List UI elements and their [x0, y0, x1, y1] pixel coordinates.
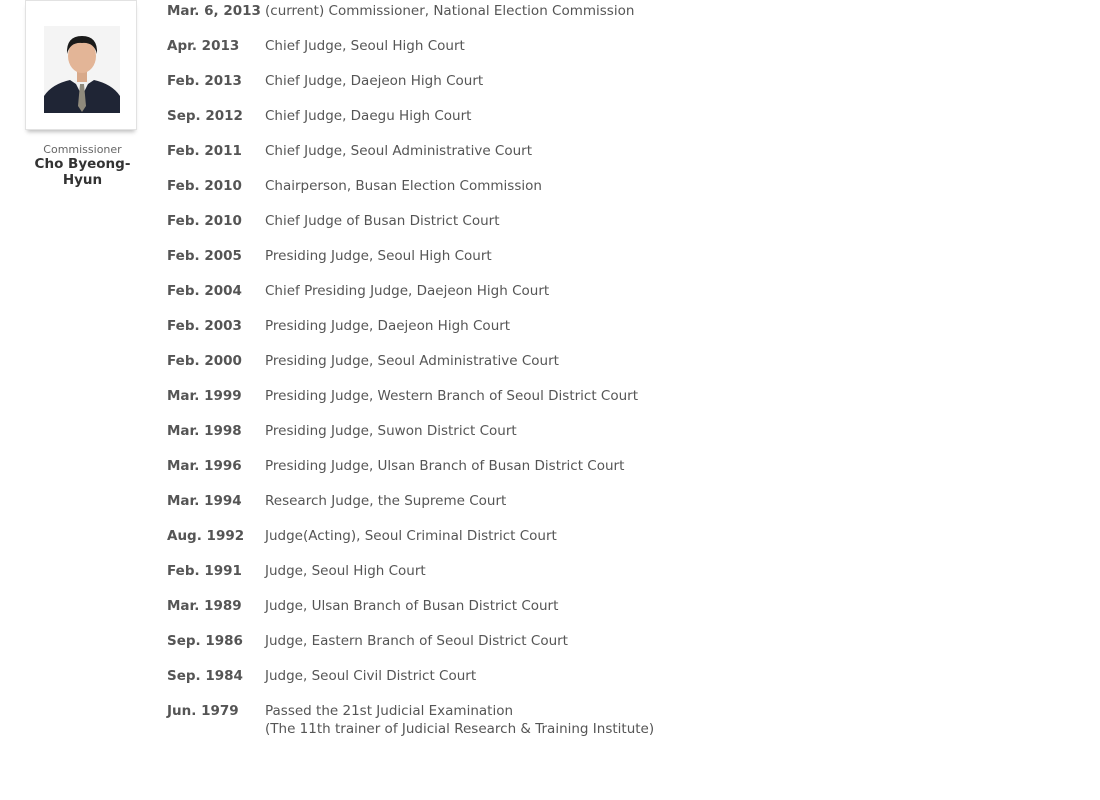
career-row — [167, 632, 867, 667]
career-date: Feb. 1991 — [167, 563, 242, 579]
career-desc — [265, 702, 654, 742]
career-desc: Presiding Judge, Western Branch of Seoul District Court — [265, 388, 639, 404]
career-row — [167, 247, 867, 282]
career-desc: Presiding Judge, Suwon District Court — [265, 423, 517, 439]
career-desc: Chief Judge, Seoul Administrative Court — [265, 143, 533, 159]
career-row — [167, 212, 867, 247]
career-date: Feb. 2005 — [167, 248, 242, 264]
career-desc: Chief Presiding Judge, Daejeon High Court — [265, 283, 550, 299]
career-desc: Judge, Seoul Civil District Court — [265, 668, 477, 684]
career-row — [167, 2, 867, 37]
career-row — [167, 317, 867, 352]
career-desc: Judge, Seoul High Court — [265, 563, 426, 579]
profile-role: Commissioner — [43, 143, 122, 156]
career-date: Jun. 1979 — [167, 703, 239, 719]
career-row — [167, 527, 867, 562]
career-desc: Judge, Ulsan Branch of Busan District Court — [265, 598, 559, 614]
career-desc: Research Judge, the Supreme Court — [265, 493, 507, 509]
career-desc-line2: (The 11th trainer of Judicial Research & Training Institute) — [265, 721, 655, 737]
career-date: Feb. 2003 — [167, 318, 242, 334]
career-desc: Presiding Judge, Ulsan Branch of Busan District Court — [265, 458, 625, 474]
portrait-photo — [44, 26, 120, 113]
career-date: Sep. 1984 — [167, 668, 243, 684]
career-desc: Chief Judge of Busan District Court — [265, 213, 500, 229]
career-date: Aug. 1992 — [167, 528, 245, 544]
career-row — [167, 422, 867, 457]
career-date: Feb. 2010 — [167, 178, 242, 194]
career-row — [167, 37, 867, 72]
career-row — [167, 667, 867, 702]
career-row — [167, 72, 867, 107]
career-desc-line1: Passed the 21st Judicial Examination — [265, 703, 514, 719]
career-row — [167, 142, 867, 177]
career-row — [167, 457, 867, 492]
career-row — [167, 492, 867, 527]
career-row — [167, 282, 867, 317]
career-row — [167, 597, 867, 632]
career-date: Sep. 1986 — [167, 633, 243, 649]
career-date: Feb. 2011 — [167, 143, 242, 159]
career-date: Feb. 2004 — [167, 283, 242, 299]
career-desc: Presiding Judge, Seoul Administrative Court — [265, 353, 559, 369]
career-row — [167, 387, 867, 422]
career-date: Mar. 1998 — [167, 423, 242, 439]
career-row — [167, 177, 867, 212]
career-desc: Presiding Judge, Seoul High Court — [265, 248, 492, 264]
career-date: Feb. 2010 — [167, 213, 242, 229]
career-desc: (current) Commissioner, National Election Commission — [265, 3, 635, 19]
career-desc: Chief Judge, Daegu High Court — [265, 108, 472, 124]
career-desc: Judge, Eastern Branch of Seoul District Court — [265, 633, 568, 649]
career-date: Sep. 2012 — [167, 108, 243, 124]
career-date: Mar. 6, 2013 — [167, 3, 261, 19]
career-desc: Judge(Acting), Seoul Criminal District Court — [265, 528, 557, 544]
career-date: Mar. 1994 — [167, 493, 242, 509]
photo-frame — [25, 0, 137, 130]
career-desc: Chief Judge, Daejeon High Court — [265, 73, 484, 89]
career-date: Apr. 2013 — [167, 38, 240, 54]
career-desc: Chairperson, Busan Election Commission — [265, 178, 542, 194]
career-date: Feb. 2000 — [167, 353, 242, 369]
career-desc: Chief Judge, Seoul High Court — [265, 38, 465, 54]
career-row — [167, 352, 867, 387]
career-timeline — [167, 2, 867, 742]
career-row — [167, 562, 867, 597]
career-row — [167, 702, 867, 742]
career-row — [167, 107, 867, 142]
career-date: Mar. 1996 — [167, 458, 242, 474]
career-date: Feb. 2013 — [167, 73, 242, 89]
career-date: Mar. 1989 — [167, 598, 242, 614]
career-desc: Presiding Judge, Daejeon High Court — [265, 318, 511, 334]
career-date: Mar. 1999 — [167, 388, 242, 404]
profile-name: Cho Byeong-Hyun — [34, 156, 131, 188]
